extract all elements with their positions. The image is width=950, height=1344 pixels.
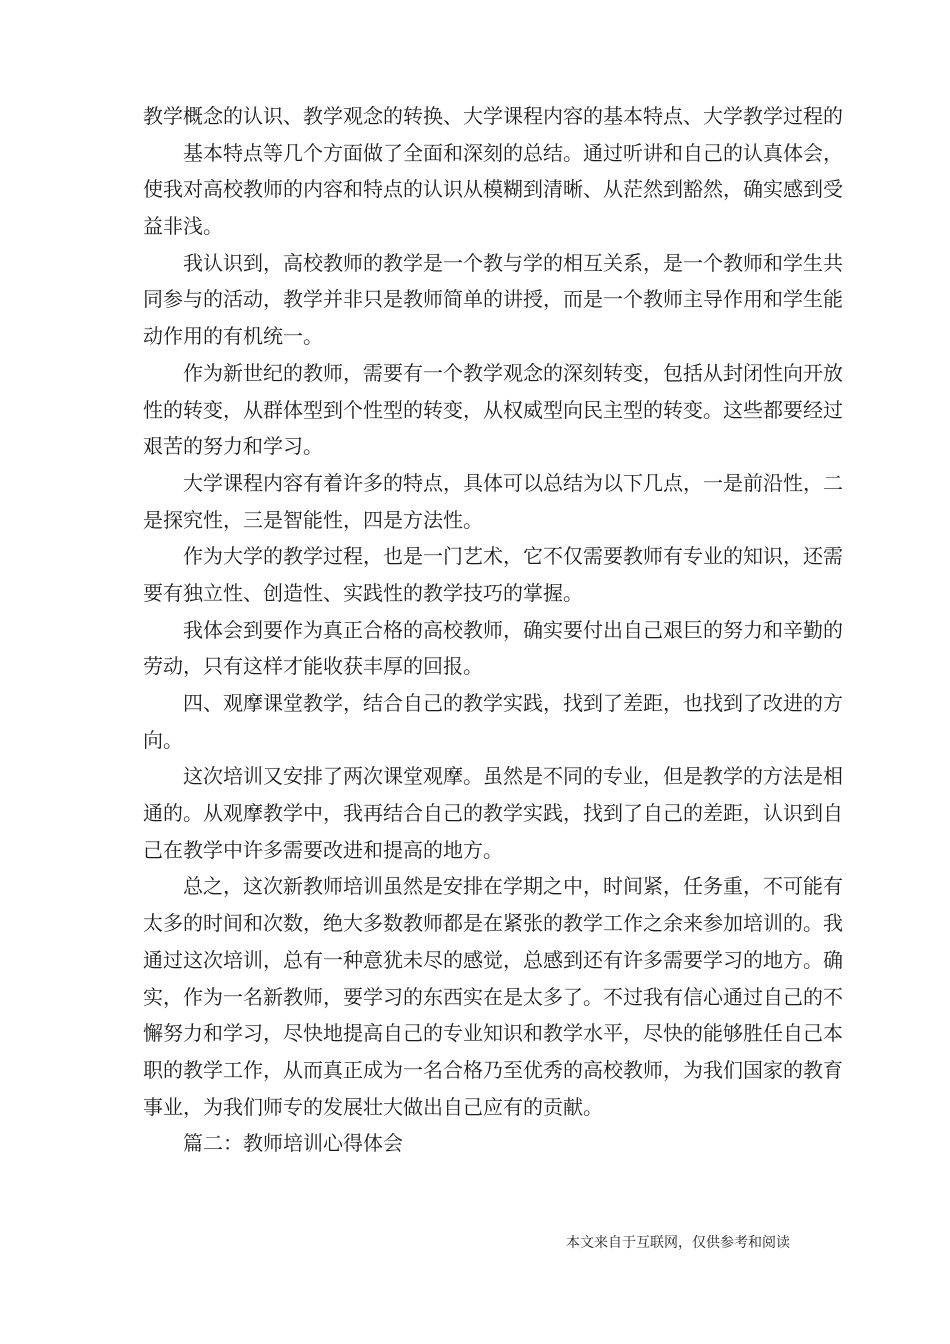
text-line: 教学概念的认识、教学观念的转换、大学课程内容的基本特点、大学教学过程的 <box>143 104 843 128</box>
text-line: 我体会到要作为真正合格的高校教师，确实要付出自己艰巨的努力和辛勤的 <box>183 617 843 642</box>
text-line: 作为大学的教学过程，也是一门艺术，它不仅需要教师有专业的知识，还需 <box>183 544 843 569</box>
text-line: 己在教学中许多需要改进和提高的地方。 <box>143 837 503 862</box>
text-line: 事业，为我们师专的发展壮大做出自己应有的贡献。 <box>143 1094 603 1119</box>
text-line: 作为新世纪的教师，需要有一个教学观念的深刻转变，包括从封闭性向开放 <box>183 360 843 385</box>
text-line: 通过这次培训，总有一种意犹未尽的感觉，总感到还有许多需要学习的地方。确 <box>143 947 843 972</box>
text-line: 劳动，只有这样才能收获丰厚的回报。 <box>143 654 483 679</box>
text-line: 使我对高校教师的内容和特点的认识从模糊到清晰、从茫然到豁然，确实感到受 <box>143 177 843 202</box>
text-line: 通的。从观摩教学中，我再结合自己的教学实践，找到了自己的差距，认识到自 <box>143 801 843 826</box>
text-line: 懈努力和学习，尽快地提高自己的专业知识和教学水平，尽快的能够胜任自己本 <box>143 1021 843 1046</box>
text-line: 性的转变，从群体型到个性型的转变，从权威型向民主型的转变。这些都要经过 <box>143 397 843 422</box>
text-line: 艰苦的努力和学习。 <box>143 434 323 459</box>
text-line: 这次培训又安排了两次课堂观摩。虽然是不同的专业，但是教学的方法是相 <box>183 764 843 789</box>
text-line: 实，作为一名新教师，要学习的东西实在是太多了。不过我有信心通过自己的不 <box>143 984 843 1009</box>
text-line: 我认识到，高校教师的教学是一个教与学的相互关系，是一个教师和学生共 <box>183 250 843 275</box>
footer-disclaimer: 本文来自于互联网，仅供参考和阅读 <box>566 1235 790 1251</box>
document-body <box>143 98 843 1162</box>
text-line: 益非浅。 <box>143 214 223 239</box>
section-heading: 篇二：教师培训心得体会 <box>183 1131 403 1156</box>
text-line: 职的教学工作，从而真正成为一名合格乃至优秀的高校教师，为我们国家的教育 <box>143 1057 843 1082</box>
text-line: 向。 <box>143 727 183 752</box>
text-line: 动作用的有机统一。 <box>143 324 323 349</box>
text-line: 大学课程内容有着许多的特点，具体可以总结为以下几点，一是前沿性，二 <box>183 470 843 495</box>
text-line: 四、观摩课堂教学，结合自己的教学实践，找到了差距，也找到了改进的方 <box>183 691 843 715</box>
text-line: 要有独立性、创造性、实践性的教学技巧的掌握。 <box>143 580 583 605</box>
text-line: 同参与的活动，教学并非只是教师简单的讲授，而是一个教师主导作用和学生能 <box>143 287 843 312</box>
text-line: 是探究性，三是智能性，四是方法性。 <box>143 507 483 532</box>
text-line: 总之，这次新教师培训虽然是安排在学期之中，时间紧，任务重，不可能有 <box>183 874 843 899</box>
text-line: 基本特点等几个方面做了全面和深刻的总结。通过听讲和自己的认真体会， <box>183 140 843 165</box>
text-line: 太多的时间和次数，绝大多数教师都是在紧张的教学工作之余来参加培训的。我 <box>143 911 843 936</box>
